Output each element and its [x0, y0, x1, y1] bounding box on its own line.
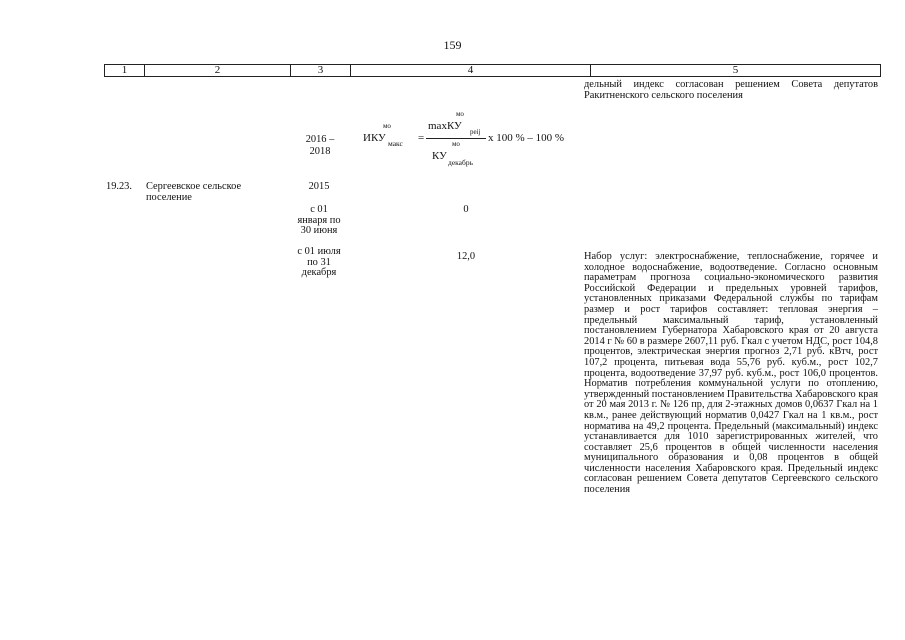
formula-num-sub: реij [470, 128, 481, 136]
formula-lhs-sub: макс [388, 139, 403, 148]
page-number: 159 [443, 38, 462, 52]
formula-period: 2016 – 2018 [305, 134, 335, 157]
formula-den-sup: мо [452, 140, 460, 148]
formula-num-main: maxКУ [428, 120, 462, 132]
formula-num-sup: мо [456, 110, 464, 118]
formula-den-sub: декабрь [448, 158, 473, 167]
formula-lhs-sup: мо [383, 122, 391, 130]
header-col-1: 1 [105, 65, 145, 76]
row-description: Набор услуг: электроснабжение, теплоснабжение, горячее и холодное водоснабжение, водоотведение. Согласно основным параметрам прогноза социально-экономического развития Российской Федерации и предельных уровней тарифов, установленных приказами Федеральной службы по тарифам размер и рост тарифов составляет: тепловая энергия – предельный максимальный тариф, установленный постановлением Губернатора Хабаровского края от 20 августа 2014 г № 60 в размере 2607,11 руб. Гкал с учетом НДС, рост 104,8 процентов, электрическая энергия прогноз 2,71 руб. кВтч, рост 107,2 процента, питьевая вода 55,76 руб. куб.м., рост 102,7 процента, водоотведение 37,97 руб. куб.м., рост 106,0 процентов. Норматив потребления коммунальной услуги по отоплению, утвержденный постановлением Правительства Хабаровского края от 20 мая 2013 г. № 126 пр, для 2-этажных домов 0,0637 Гкал на 1 кв.м., ранее действующий норматив 0,0427 Гкал на 1 кв.м., рост норматива на 49,2 процента. Предельный (максимальный) индекс устанавливается для 1010 зарегистрированных жителей, что составляет 25,6 процентов в общей численности населения муниципального образования и 0,08 процентов в общей численности населения Хабаровского края. Предельный индекс согласован решением Совета депутатов Сергеевского сельского поселения [584, 251, 878, 496]
row-period-2: с 01 июля по 31 декабря [297, 246, 341, 279]
row-value-2: 12,0 [456, 251, 476, 262]
formula [360, 110, 590, 176]
formula-lhs: ИКУ [363, 132, 386, 144]
formula-equals: = [418, 132, 425, 144]
header-col-3: 3 [291, 65, 351, 76]
row-number: 19.23. [106, 181, 132, 192]
row-value-1: 0 [463, 204, 469, 215]
formula-tail: x 100 % – 100 % [488, 132, 565, 144]
continued-note: дельный индекс согласован решением Совета депутатов Ракитненского сельского поселения [584, 79, 878, 101]
fraction-bar [426, 138, 486, 139]
row-period-1: с 01 января по 30 июня [297, 204, 341, 237]
header-col-5: 5 [732, 64, 739, 76]
formula-den-main: КУ [432, 150, 447, 162]
row-name: Сергеевское сельское поселение [146, 181, 242, 203]
row-year: 2015 [308, 181, 330, 192]
header-col-2: 2 [145, 65, 291, 76]
table-header-row [104, 64, 881, 77]
header-col-4: 4 [351, 65, 591, 76]
